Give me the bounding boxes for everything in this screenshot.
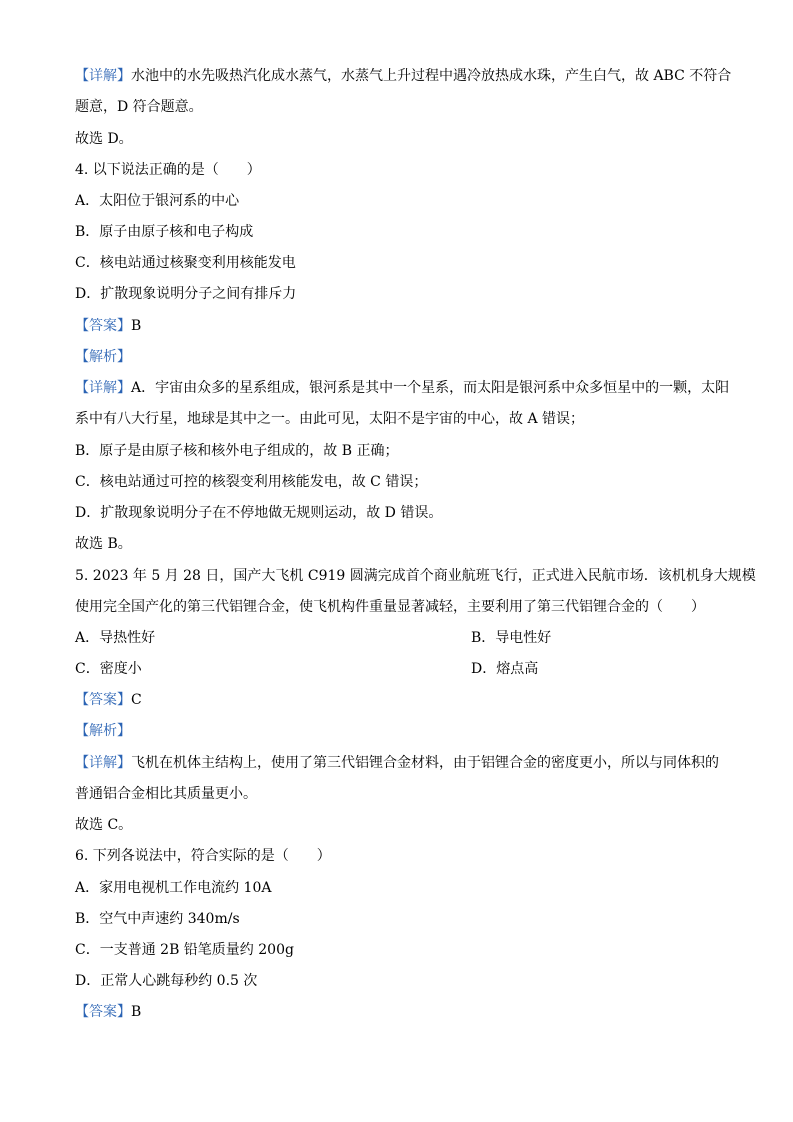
option-d: D．扩散现象说明分子之间有排斥力 [75, 286, 297, 302]
section-tag: 【答案】 [75, 318, 131, 334]
option-b: B．原子由原子核和电子构成 [75, 224, 254, 240]
text-line: 【详解】水池中的水先吸热汽化成水蒸气，水蒸气上升过程中遇冷放热成水珠，产生白气，故 ABC 不符合 [75, 68, 732, 84]
question-stem: 4. 以下说法正确的是（ ） [75, 162, 261, 178]
section-tag: 【答案】 [75, 692, 131, 708]
text-line: 【详解】A．宇宙由众多的星系组成，银河系是其中一个星系，而太阳是银河系中众多恒星中的一颗，太阳 [75, 380, 730, 396]
section-tag: 【详解】 [75, 68, 131, 84]
text-line: D．扩散现象说明分子在不停地做无规则运动，故 D 错误。 [75, 505, 443, 521]
option-d: D．熔点高 [471, 661, 539, 677]
option-a: A．太阳位于银河系的中心 [75, 193, 240, 209]
option-b: B．空气中声速约 340m/s [75, 911, 240, 927]
text-line: 故选 B。 [75, 536, 132, 552]
answer-line: 【答案】C [75, 692, 142, 708]
option-c: C．密度小 [75, 661, 142, 677]
analysis-heading [75, 347, 131, 367]
answer-line: 【答案】B [75, 1004, 142, 1020]
option-c: C．核电站通过核聚变利用核能发电 [75, 255, 296, 271]
text-line: 故选 C。 [75, 817, 133, 833]
option-b: B．导电性好 [471, 630, 552, 646]
question-stem: 6. 下列各说法中，符合实际的是（ ） [75, 848, 331, 864]
text-line: 题意，D 符合题意。 [75, 99, 203, 115]
option-row [75, 628, 552, 648]
analysis-heading [75, 721, 131, 741]
text-line: 系中有八大行星，地球是其中之一。由此可见，太阳不是宇宙的中心，故 A 错误； [75, 411, 585, 427]
text-line: 故选 D。 [75, 131, 133, 147]
option-d: D．正常人心跳每秒约 0.5 次 [75, 973, 258, 989]
option-c: C．一支普通 2B 铅笔质量约 200g [75, 942, 294, 958]
text-line: C．核电站通过可控的核裂变利用核能发电，故 C 错误； [75, 474, 428, 490]
question-stem: 使用完全国产化的第三代铝锂合金，使飞机构件重量显著减轻，主要利用了第三代铝锂合金的（ ） [75, 599, 705, 615]
question-stem: 5. 2023 年 5 月 28 日，国产大飞机 C919 圆满完成首个商业航班飞行，正式进入民航市场．该机机身大规模 [75, 568, 756, 584]
section-tag: 【解析】 [75, 723, 131, 739]
option-row [75, 659, 539, 679]
text-line: 【详解】飞机在机体主结构上，使用了第三代铝锂合金材料，由于铝锂合金的密度更小，所以与同体积的 [75, 755, 719, 771]
text-line: 普通铝合金相比其质量更小。 [75, 786, 257, 802]
section-tag: 【解析】 [75, 349, 131, 365]
option-a: A．导热性好 [75, 630, 156, 646]
section-tag: 【详解】 [75, 755, 131, 771]
answer-line: 【答案】B [75, 318, 142, 334]
option-a: A．家用电视机工作电流约 10A [75, 880, 272, 896]
section-tag: 【答案】 [75, 1004, 131, 1020]
section-tag: 【详解】 [75, 380, 131, 396]
text-line: B．原子是由原子核和核外电子组成的，故 B 正确； [75, 443, 399, 459]
